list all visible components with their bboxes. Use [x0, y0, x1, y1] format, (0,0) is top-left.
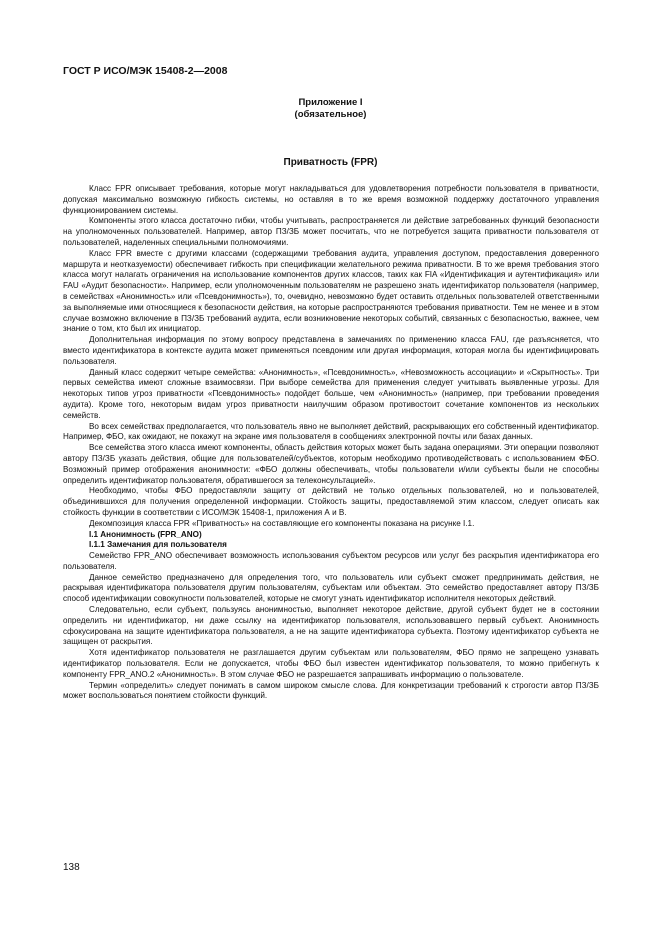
- subsection-heading-anonymity: I.1 Анонимность (FPR_ANO): [89, 529, 202, 539]
- paragraph: Во всех семействах предполагается, что пользователь явно не выполняет действий, раскрывающих его собственный идентификатор. Например, ФБО, как ожидают, не покажут на экране имя пользователя в сообщениях электронной почты или базах данных.: [63, 421, 599, 442]
- paragraph: Дополнительная информация по этому вопросу представлена в замечаниях по применению класса FAU, где разъясняется, что вместо идентификатора в контексте аудита может применяться псевдоним или другая информация, которая могла бы идентифицировать пользователя.: [63, 335, 599, 366]
- annex-heading: [0, 97, 661, 121]
- paragraph: Данное семейство предназначено для определения того, что пользователь или субъект сможет предпринимать действия, не раскрывая идентификатора пользователя другим пользователям, субъектам или объектам. Это семейство предоставляет автору ПЗ/ЗБ способ идентификации совокупности пользователей, которые не смогут узнать идентификатор исполнителя некоторых действий.: [63, 572, 599, 604]
- paragraph: Класс FPR вместе с другими классами (содержащими требования аудита, управления доступом, предоставления доверенного маршрута и неотказуемости) обеспечивает гибкость при спецификации желательного режима приватности. В то же время требования этого класса могут налагать ограничения на использование компонентов других классов, таких как FIA «Идентификация и аутентификация» или FAU «Аудит безопасности». Например, если уполномоченным пользователям не разрешено знать идентификатор пользователя (например, в семействах «Анонимность» или «Псевдонимность»), то, очевидно, невозможно будет оставить отдельных пользователей ответственными за выполняемые ими относящиеся к безопасности действия, на которые распространяются требования приватности. Тем не менее и в этом случае возможно включение в ПЗ/ЗБ требований аудита, если возникновение некоторых событий, связанных с безопасностью, важнее, чем знание о том, кто был их инициатор.: [63, 248, 599, 334]
- subsection-heading-user-notes: I.1.1 Замечания для пользователя: [89, 540, 227, 550]
- paragraph: Следовательно, если субъект, пользуясь анонимностью, выполняет некоторое действие, другой субъект будет не в состоянии определить ни идентификатор, ни даже ссылку на идентификатор пользователя, использовавшего первый субъект. Анонимность сфокусирована на защите идентификатора пользователя, а не на защите идентификатора субъекта. Поэтому идентификатор субъекта не защищен от раскрытия.: [63, 605, 599, 647]
- paragraph: Все семейства этого класса имеют компоненты, область действия которых может быть задана операциями. Эти операции позволяют автору ПЗ/ЗБ указать действия, общие для пользователей/субъектов, которым необходимо противодействовать с использованием ФБО. Возможный пример отображения анонимности: «ФБО должны обеспечивать, чтобы пользователи и/или субъекты были не способны определить идентификатор пользователя, обратившегося за телеконсультацией».: [63, 443, 599, 485]
- paragraph: Необходимо, чтобы ФБО предоставляли защиту от действий не только отдельных пользователей, но и пользователей, объединившихся для получения определенной информации. Стойкость защиты, предоставляемой этим классом, следует описать как стойкость функции в соответствии с ИСО/МЭК 15408-1, приложения А и В.: [63, 486, 599, 517]
- standard-header: ГОСТ Р ИСО/МЭК 15408-2—2008: [63, 65, 228, 77]
- paragraph: Термин «определить» следует понимать в самом широком смысле слова. Для конкретизации требований к строгости автор ПЗ/ЗБ может воспользоваться понятием стойкости функций.: [63, 680, 599, 701]
- annex-status: (обязательное): [294, 109, 367, 120]
- paragraph: Данный класс содержит четыре семейства: «Анонимность», «Псевдонимность», «Невозможность ассоциации» и «Скрытность». Три первых семейства имеют сложные взаимосвязи. При выборе семейства для применения следует учитывать выявленные угрозы. Для некоторых типов угроз приватности «Псевдонимность» подойдет больше, чем «Анонимность» (например, при требовании проведения аудита). Кроме того, некоторым видам угроз приватности наилучшим образом противостоит сочетание компонентов из нескольких семейств.: [63, 367, 599, 420]
- paragraph: Семейство FPR_ANO обеспечивает возможность использования субъектом ресурсов или услуг без раскрытия идентификатора его пользователя.: [63, 551, 599, 571]
- section-title: Приватность (FPR): [283, 157, 378, 168]
- page-number: 138: [63, 862, 80, 873]
- annex-title: Приложение I: [298, 97, 363, 108]
- paragraph: Компоненты этого класса достаточно гибки, чтобы учитывать, распространяется ли действие затребованных функций безопасности на уполномоченных пользователей. Например, автор ПЗ/ЗБ может посчитать, что не потребуется защита приватности пользователя от пользователей, наделенных специальными полномочиями.: [63, 216, 599, 247]
- paragraph: Хотя идентификатор пользователя не разглашается другим субъектам или пользователям, ФБО прямо не запрещено узнавать идентификатор пользователя. Если не допускается, чтобы ФБО был известен идентификатор пользователя, то можно прибегнуть к компоненту FPR_ANO.2 «Анонимность». В этом случае ФБО не разрешается запрашивать информацию о пользователе.: [63, 648, 599, 679]
- document-body: [63, 184, 599, 702]
- paragraph: Класс FPR описывает требования, которые могут накладываться для удовлетворения потребности пользователя в приватности, допуская максимально возможную гибкость системы, но оставляя в то же время возможной поддержку достаточного управления функционированием системы.: [63, 184, 599, 215]
- paragraph: Декомпозиция класса FPR «Приватность» на составляющие его компоненты показана на рисунке I.1.: [89, 518, 475, 528]
